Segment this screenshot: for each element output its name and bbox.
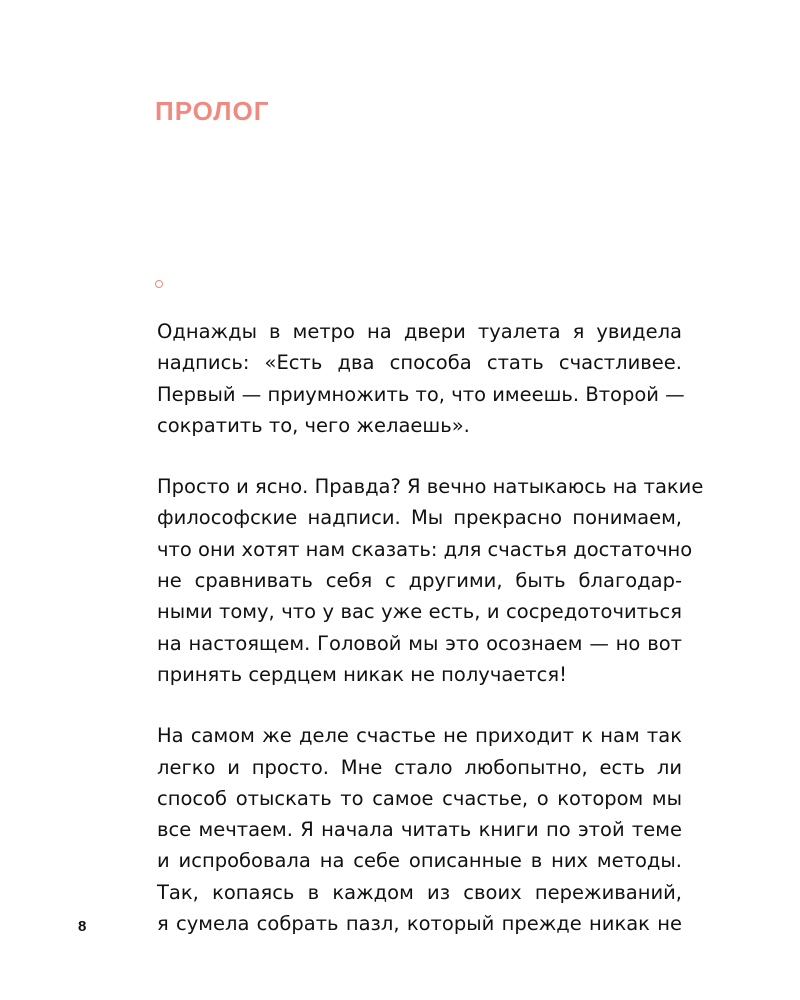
text-line: сократить то, чего желаешь».	[157, 413, 470, 437]
body-text	[157, 316, 704, 969]
text-line: Однажды в метро на двери туалета я увидела	[157, 320, 682, 343]
text-line: способ отыскать то самое счастье, о котором мы	[157, 786, 682, 810]
text-line: принять сердцем никак не получается!	[157, 662, 567, 686]
text-line: все мечтаем. Я начала читать книги по этой теме	[157, 818, 682, 842]
paragraph-2	[157, 471, 704, 690]
text-line: я сумела собрать пазл, который прежде никак не	[157, 912, 682, 936]
text-line: что они хотят нам сказать: для счастья достаточно	[157, 537, 693, 561]
text-line: Первый — приумножить то, что имеешь. Второй —	[157, 382, 685, 406]
page-number: 8	[78, 918, 87, 935]
text-line: легко и просто. Мне стало любопытно, есть ли	[157, 755, 682, 779]
paragraph-3	[157, 720, 682, 939]
text-line: Так, копаясь в каждом из своих переживаний,	[157, 880, 682, 904]
text-line: ными тому, что у вас уже есть, и сосредоточиться	[157, 600, 682, 624]
text-line: не сравнивать себя с другими, быть благодар-	[157, 569, 682, 593]
text-line: На самом же деле счастье не приходит к нам так	[157, 724, 682, 748]
text-line: Просто и ясно. Правда? Я вечно натыкаюсь на такие	[157, 475, 704, 499]
text-line: философские надписи. Мы прекрасно понимаем,	[157, 506, 682, 530]
chapter-title: ПРОЛОГ	[155, 96, 270, 126]
text-line: на настоящем. Головой мы это осознаем — но вот	[157, 631, 682, 655]
circle-ornament-icon	[155, 280, 163, 288]
paragraph-1	[157, 316, 685, 441]
text-line: надпись: «Есть два способа стать счастливее.	[157, 351, 682, 375]
text-line: и испробовала на себе описанные в них методы.	[157, 849, 682, 873]
